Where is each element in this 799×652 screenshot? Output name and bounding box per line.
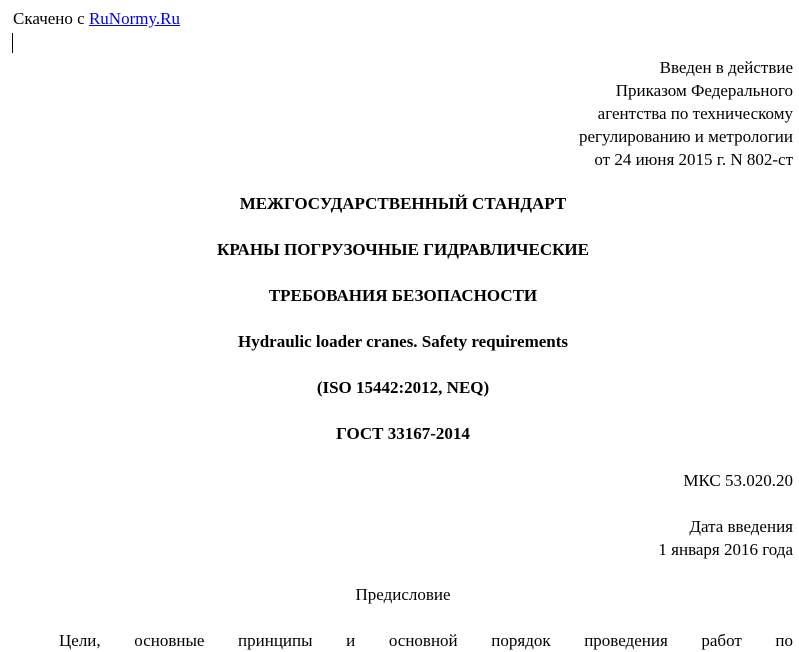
approval-line: Приказом Федерального [615, 81, 793, 100]
mks-code: МКС 53.020.20 [683, 471, 793, 490]
preface-paragraph: Цели, основные принципы и основной порядок проведения работ по [59, 631, 793, 650]
approval-line: Введен в действие [659, 58, 793, 77]
approval-line: регулированию и метрологии [578, 127, 793, 146]
standard-title: КРАНЫ ПОГРУЗОЧНЫЕ ГИДРАВЛИЧЕСКИЕ [217, 240, 589, 259]
approval-line: от 24 июня 2015 г. N 802-ст [594, 150, 793, 169]
preface-heading: Предисловие [355, 585, 451, 604]
source-line [13, 8, 180, 30]
text-cursor [12, 33, 13, 53]
standard-iso-reference: (ISO 15442:2012, NEQ) [316, 378, 490, 397]
introduction-date-block [658, 515, 793, 561]
introduction-label: Дата введения [689, 517, 793, 536]
approval-block [579, 56, 793, 171]
source-prefix: Скачено с [13, 9, 85, 28]
standard-number: ГОСТ 33167-2014 [336, 424, 470, 443]
introduction-date: 1 января 2016 года [658, 540, 793, 559]
source-link[interactable]: RuNormy.Ru [88, 9, 180, 28]
standard-subtitle: ТРЕБОВАНИЯ БЕЗОПАСНОСТИ [268, 286, 538, 305]
standard-type: МЕЖГОСУДАРСТВЕННЫЙ СТАНДАРТ [239, 194, 567, 213]
standard-english-title: Hydraulic loader cranes. Safety requirements [237, 332, 569, 351]
approval-line: агентства по техническому [597, 104, 793, 123]
